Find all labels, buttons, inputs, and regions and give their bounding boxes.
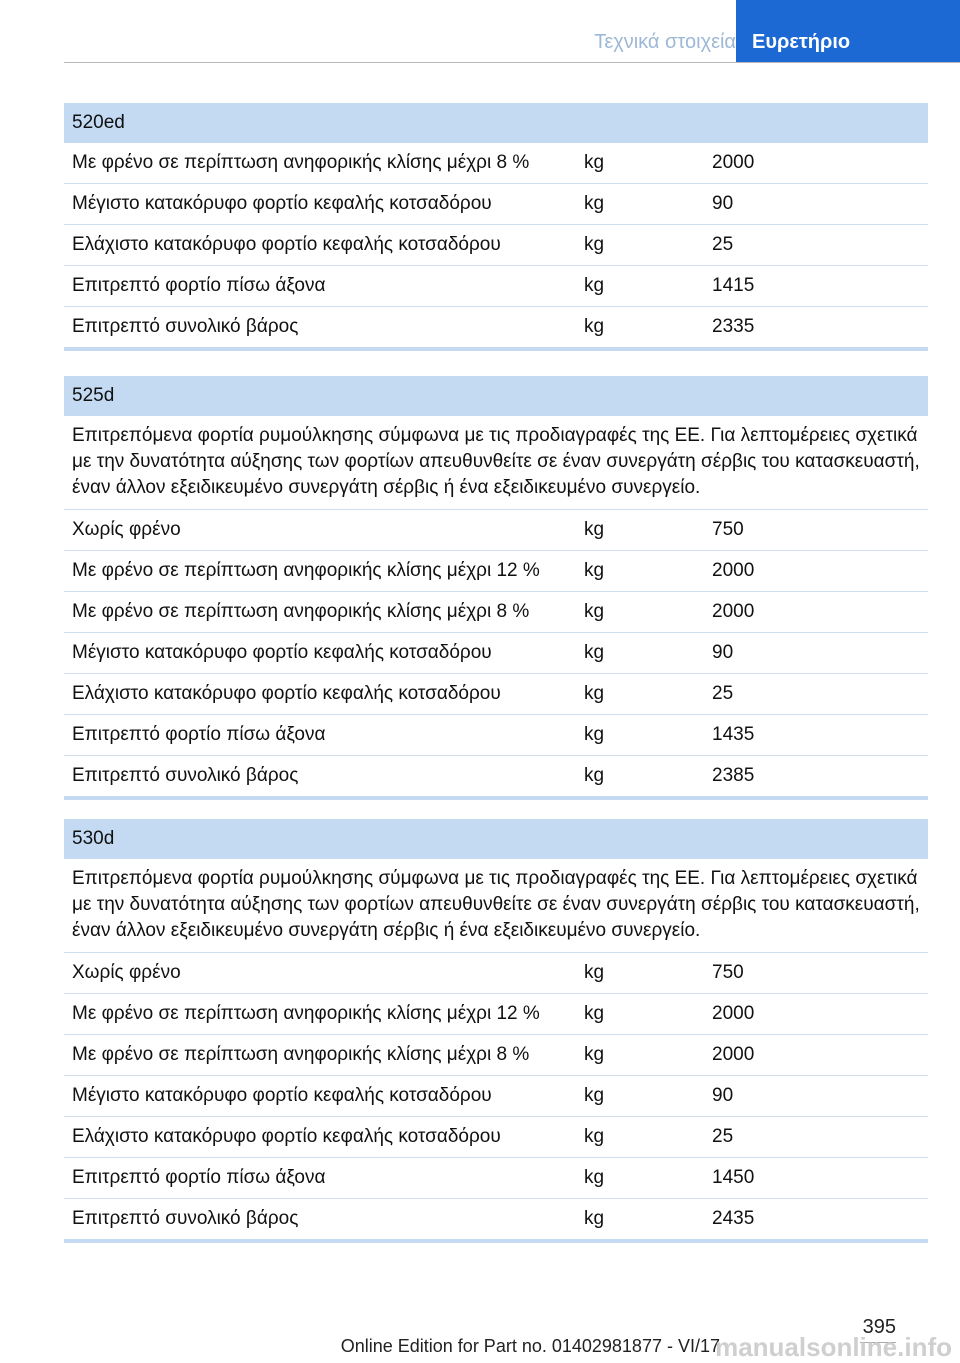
edition-footer: Online Edition for Part no. 01402981877 - VI/17	[340, 1336, 720, 1356]
row-value: 2435	[704, 1199, 928, 1242]
row-value: 1435	[704, 715, 928, 756]
table-header-row	[64, 376, 928, 416]
row-value: 90	[704, 1076, 928, 1117]
table-note-row	[64, 416, 928, 510]
row-value: 750	[704, 510, 928, 551]
spec-table-520ed	[64, 103, 928, 351]
row-label: Μέγιστο κατακόρυφο φορτίο κεφαλής κοτσαδόρου	[64, 184, 576, 225]
row-label: Μέγιστο κατακόρυφο φορτίο κεφαλής κοτσαδόρου	[64, 1076, 576, 1117]
table-row	[64, 551, 928, 592]
row-label: Επιτρεπτό φορτίο πίσω άξονα	[64, 715, 576, 756]
row-value: 2000	[704, 1035, 928, 1076]
header-section-title[interactable]: Τεχνικά στοιχεία	[594, 31, 736, 53]
row-unit: kg	[576, 633, 704, 674]
row-value: 1450	[704, 1158, 928, 1199]
towing-note: Επιτρεπόμενα φορτία ρυμούλκησης σύμφωνα με τις προδιαγραφές της ΕΕ. Για λεπτομέρειες σχετικά με την δυνατότητα αύξησης των φορτίων απευθυνθείτε σε έναν συνεργάτη σέρβις του κατασκευαστή, έναν άλλον εξειδικευμένο συνεργάτη σέρβις ή ένα εξειδικευμένο συνεργείο.	[64, 859, 928, 953]
row-value: 2000	[704, 994, 928, 1035]
page-header	[64, 0, 960, 63]
row-label: Με φρένο σε περίπτωση ανηφορικής κλίσης μέχρι 8 %	[64, 592, 576, 633]
row-label: Επιτρεπτό συνολικό βάρος	[64, 307, 576, 350]
row-label: Ελάχιστο κατακόρυφο φορτίο κεφαλής κοτσαδόρου	[64, 674, 576, 715]
row-label: Με φρένο σε περίπτωση ανηφορικής κλίσης μέχρι 12 %	[64, 994, 576, 1035]
table-row	[64, 143, 928, 184]
table-row	[64, 953, 928, 994]
table-row	[64, 994, 928, 1035]
watermark: manualsonline.info	[715, 1332, 952, 1362]
row-unit: kg	[576, 592, 704, 633]
row-value: 2000	[704, 592, 928, 633]
row-label: Επιτρεπτό συνολικό βάρος	[64, 1199, 576, 1242]
header-tab-index[interactable]: Ευρετήριο	[736, 0, 960, 62]
spec-table-525d	[64, 376, 928, 800]
row-label: Με φρένο σε περίπτωση ανηφορικής κλίσης μέχρι 8 %	[64, 143, 576, 184]
table-row	[64, 1158, 928, 1199]
row-value: 1415	[704, 266, 928, 307]
row-label: Χωρίς φρένο	[64, 510, 576, 551]
row-unit: kg	[576, 1158, 704, 1199]
table-row	[64, 1199, 928, 1242]
table-header-row	[64, 103, 928, 143]
table-row	[64, 1117, 928, 1158]
row-unit: kg	[576, 510, 704, 551]
row-value: 750	[704, 953, 928, 994]
spec-table-530d	[64, 819, 928, 1243]
row-label: Μέγιστο κατακόρυφο φορτίο κεφαλής κοτσαδόρου	[64, 633, 576, 674]
row-value: 25	[704, 225, 928, 266]
row-unit: kg	[576, 953, 704, 994]
table-row	[64, 225, 928, 266]
row-unit: kg	[576, 715, 704, 756]
row-unit: kg	[576, 994, 704, 1035]
row-value: 25	[704, 674, 928, 715]
row-unit: kg	[576, 184, 704, 225]
row-unit: kg	[576, 1199, 704, 1242]
row-unit: kg	[576, 1117, 704, 1158]
model-heading: 520ed	[64, 103, 928, 143]
row-unit: kg	[576, 307, 704, 350]
table-row	[64, 510, 928, 551]
row-unit: kg	[576, 1035, 704, 1076]
row-value: 2000	[704, 551, 928, 592]
row-value: 2335	[704, 307, 928, 350]
table-row	[64, 592, 928, 633]
row-value: 90	[704, 184, 928, 225]
model-heading: 530d	[64, 819, 928, 859]
row-value: 2000	[704, 143, 928, 184]
row-unit: kg	[576, 756, 704, 799]
table-header-row	[64, 819, 928, 859]
row-unit: kg	[576, 674, 704, 715]
row-value: 2385	[704, 756, 928, 799]
row-label: Ελάχιστο κατακόρυφο φορτίο κεφαλής κοτσαδόρου	[64, 1117, 576, 1158]
table-row	[64, 715, 928, 756]
table-row	[64, 1035, 928, 1076]
page-number: 395	[862, 1316, 896, 1338]
row-unit: kg	[576, 225, 704, 266]
table-row	[64, 674, 928, 715]
row-unit: kg	[576, 143, 704, 184]
row-unit: kg	[576, 551, 704, 592]
towing-note: Επιτρεπόμενα φορτία ρυμούλκησης σύμφωνα με τις προδιαγραφές της ΕΕ. Για λεπτομέρειες σχετικά με την δυνατότητα αύξησης των φορτίων απευθυνθείτε σε έναν συνεργάτη σέρβις του κατασκευαστή, έναν άλλον εξειδικευμένο συνεργάτη σέρβις ή ένα εξειδικευμένο συνεργείο.	[64, 416, 928, 510]
row-label: Χωρίς φρένο	[64, 953, 576, 994]
row-unit: kg	[576, 266, 704, 307]
table-row	[64, 1076, 928, 1117]
table-row	[64, 184, 928, 225]
row-label: Επιτρεπτό συνολικό βάρος	[64, 756, 576, 799]
row-label: Με φρένο σε περίπτωση ανηφορικής κλίσης μέχρι 12 %	[64, 551, 576, 592]
row-label: Με φρένο σε περίπτωση ανηφορικής κλίσης μέχρι 8 %	[64, 1035, 576, 1076]
model-heading: 525d	[64, 376, 928, 416]
table-row	[64, 266, 928, 307]
table-row	[64, 756, 928, 799]
row-label: Επιτρεπτό φορτίο πίσω άξονα	[64, 1158, 576, 1199]
row-value: 90	[704, 633, 928, 674]
row-label: Επιτρεπτό φορτίο πίσω άξονα	[64, 266, 576, 307]
row-value: 25	[704, 1117, 928, 1158]
row-unit: kg	[576, 1076, 704, 1117]
table-row	[64, 633, 928, 674]
table-note-row	[64, 859, 928, 953]
table-row	[64, 307, 928, 350]
row-label: Ελάχιστο κατακόρυφο φορτίο κεφαλής κοτσαδόρου	[64, 225, 576, 266]
